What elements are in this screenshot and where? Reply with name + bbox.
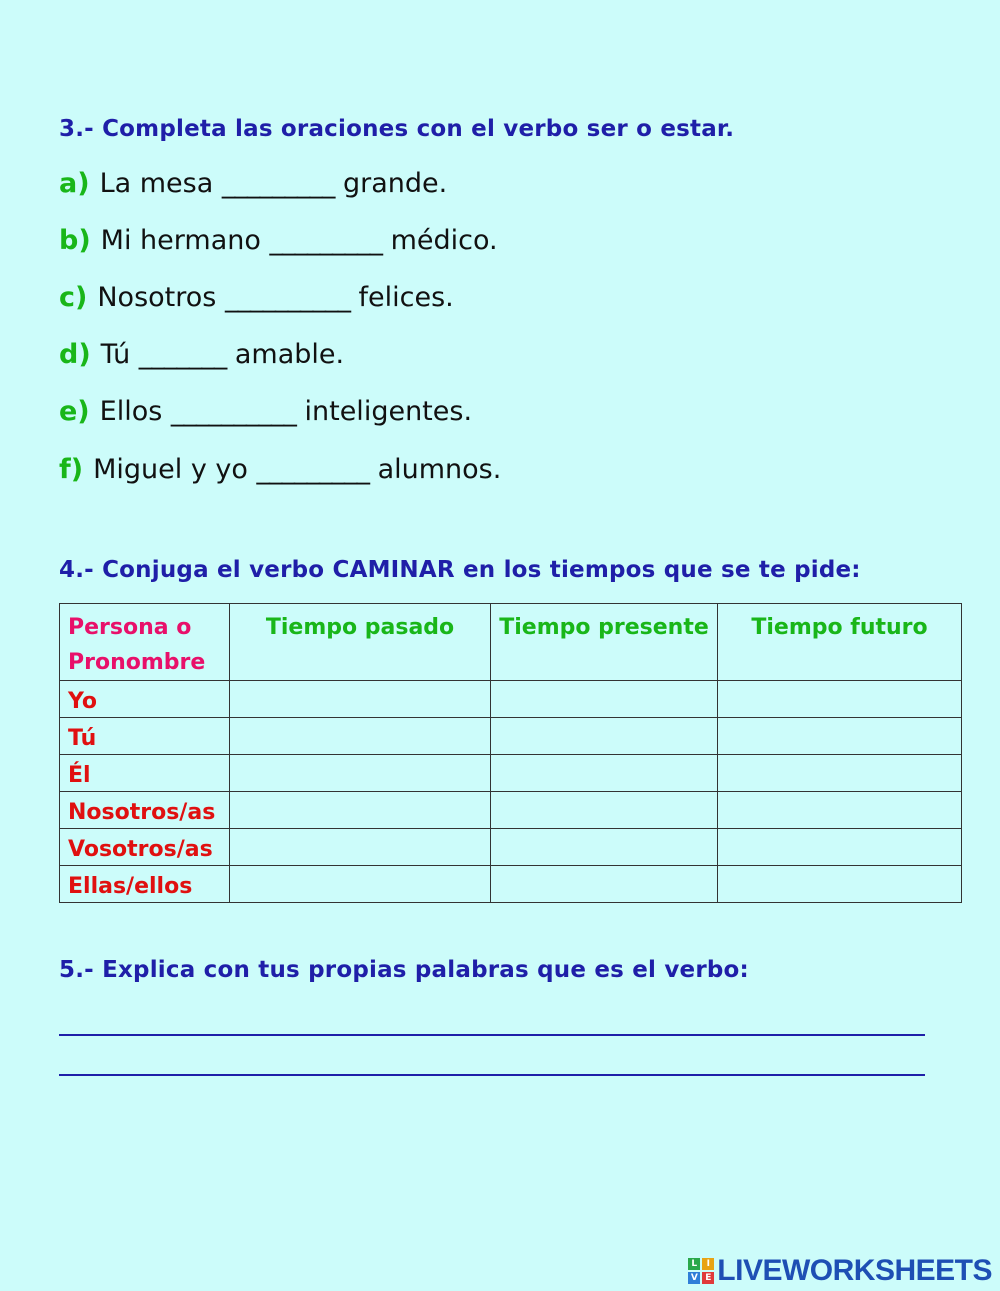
- answer-cell-past[interactable]: [230, 681, 491, 718]
- sentence-b: [59, 225, 498, 256]
- sentence-letter: c): [59, 282, 88, 313]
- sentence-after: inteligentes.: [304, 396, 473, 427]
- table-row: [60, 755, 962, 792]
- answer-line-1[interactable]: [59, 1034, 925, 1036]
- pronoun-cell: Nosotros/as: [60, 792, 230, 829]
- sentence-e: [59, 396, 472, 427]
- table-row: [60, 681, 962, 718]
- answer-cell-future[interactable]: [718, 829, 962, 866]
- logo-mark-icon: [688, 1258, 714, 1284]
- sentence-before: Ellos: [99, 396, 163, 427]
- table-row: [60, 718, 962, 755]
- answer-cell-present[interactable]: [491, 718, 718, 755]
- liveworksheets-logo: [688, 1254, 992, 1288]
- answer-cell-future[interactable]: [718, 718, 962, 755]
- logo-mark-letter: E: [702, 1272, 714, 1284]
- sentence-after: amable.: [234, 339, 345, 370]
- answer-cell-present[interactable]: [491, 866, 718, 903]
- sentence-letter: e): [59, 396, 90, 427]
- table-row: [60, 866, 962, 903]
- logo-mark-letter: V: [688, 1272, 700, 1284]
- sentence-blank[interactable]: __________: [170, 396, 296, 427]
- sentence-letter: b): [59, 225, 91, 256]
- logo-mark-letter: L: [688, 1258, 700, 1270]
- answer-cell-present[interactable]: [491, 792, 718, 829]
- answer-cell-future[interactable]: [718, 681, 962, 718]
- sentence-blank[interactable]: _______: [138, 339, 227, 370]
- header-future: Tiempo futuro: [718, 604, 962, 681]
- table-header-row: [60, 604, 962, 681]
- sentence-blank[interactable]: _________: [269, 225, 382, 256]
- sentence-blank[interactable]: _________: [256, 454, 369, 485]
- answer-cell-past[interactable]: [230, 718, 491, 755]
- answer-cell-past[interactable]: [230, 792, 491, 829]
- sentence-before: Tú: [100, 339, 131, 370]
- sentence-letter: a): [59, 168, 90, 199]
- sentence-blank[interactable]: _________: [221, 168, 335, 199]
- sentence-d: [59, 339, 344, 370]
- answer-cell-future[interactable]: [718, 866, 962, 903]
- pronoun-cell: Él: [60, 755, 230, 792]
- answer-cell-past[interactable]: [230, 755, 491, 792]
- answer-cell-past[interactable]: [230, 866, 491, 903]
- sentence-before: La mesa: [99, 168, 214, 199]
- sentence-before: Miguel y yo: [93, 454, 248, 485]
- pronoun-cell: Tú: [60, 718, 230, 755]
- section-5-title: 5.- Explica con tus propias palabras que es el verbo:: [59, 957, 749, 983]
- section-3-title: 3.- Completa las oraciones con el verbo ser o estar.: [59, 116, 735, 142]
- sentence-letter: d): [59, 339, 91, 370]
- sentence-after: felices.: [358, 282, 454, 313]
- answer-cell-present[interactable]: [491, 755, 718, 792]
- sentence-after: médico.: [390, 225, 498, 256]
- sentence-after: grande.: [342, 168, 448, 199]
- sentence-letter: f): [59, 454, 84, 485]
- logo-mark-letter: I: [702, 1258, 714, 1270]
- table-row: [60, 792, 962, 829]
- table-row: [60, 829, 962, 866]
- sentence-blank[interactable]: __________: [224, 282, 350, 313]
- header-present: Tiempo presente: [491, 604, 718, 681]
- sentence-before: Nosotros: [97, 282, 217, 313]
- sentence-f: [59, 454, 501, 485]
- section-4-title: 4.- Conjuga el verbo CAMINAR en los tiempos que se te pide:: [59, 557, 861, 583]
- answer-cell-future[interactable]: [718, 792, 962, 829]
- pronoun-cell: Vosotros/as: [60, 829, 230, 866]
- answer-cell-future[interactable]: [718, 755, 962, 792]
- sentence-c: [59, 282, 454, 313]
- logo-text: LIVEWORKSHEETS: [717, 1254, 992, 1287]
- header-pronoun: Persona o Pronombre: [60, 604, 230, 681]
- pronoun-cell: Yo: [60, 681, 230, 718]
- sentence-a: [59, 168, 447, 199]
- answer-cell-past[interactable]: [230, 829, 491, 866]
- header-past: Tiempo pasado: [230, 604, 491, 681]
- answer-cell-present[interactable]: [491, 829, 718, 866]
- conjugation-table: [59, 603, 962, 903]
- answer-line-2[interactable]: [59, 1074, 925, 1076]
- sentence-before: Mi hermano: [100, 225, 261, 256]
- answer-cell-present[interactable]: [491, 681, 718, 718]
- pronoun-cell: Ellas/ellos: [60, 866, 230, 903]
- sentence-after: alumnos.: [377, 454, 502, 485]
